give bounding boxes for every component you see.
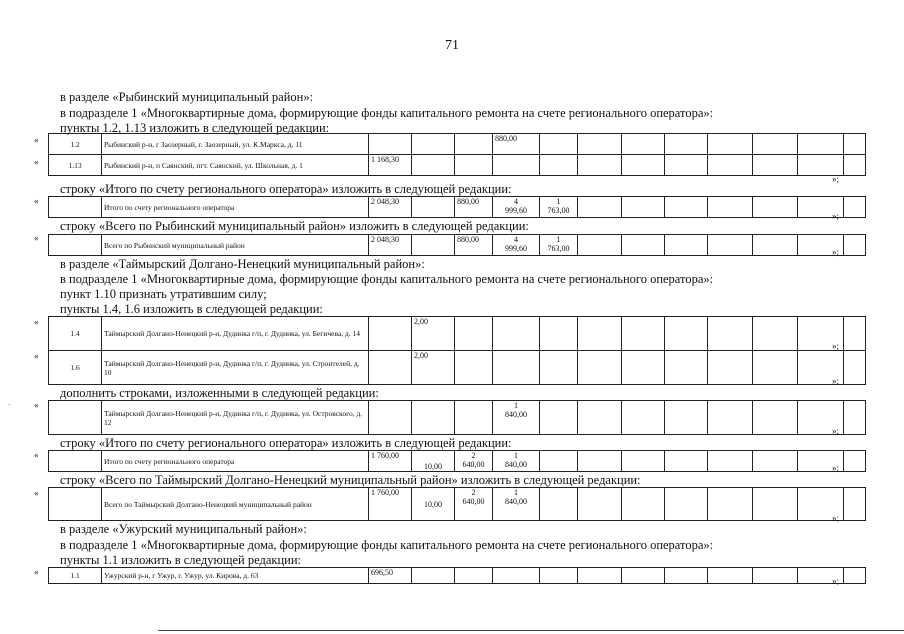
open-quote: «	[34, 450, 39, 460]
value-cell: 1 763,00	[540, 197, 578, 218]
address-cell: Таймырский Долгано-Ненецкий р-н, Дудинка г/п, г. Дудинка, ул. Строителей, д. 10	[102, 351, 369, 385]
address-cell: Рыбинский р-н, п Саянский, пгт. Саянский, ул. Школьная, д. 1	[102, 155, 369, 176]
open-quote: «	[34, 157, 39, 167]
page-number: 71	[445, 38, 459, 53]
table-row	[49, 235, 866, 256]
address-cell: Таймырский Долгано-Ненецкий р-н, Дудинка г/п, г. Дудинка, ул. Бегичева, д. 14	[102, 317, 369, 351]
table-row	[49, 451, 866, 472]
table-uzhur-rows	[48, 567, 866, 584]
close-quote: »;	[832, 247, 840, 257]
table-row	[49, 401, 866, 435]
instruction-text: пункты 1.1 изложить в следующей редакции:	[60, 553, 301, 567]
value-cell: 10,00	[412, 488, 455, 521]
section-heading-uzhur: в разделе «Ужурский муниципальный район»:	[60, 522, 307, 536]
table-rybinsky-rows	[48, 133, 866, 176]
value-cell: 1 760,00	[369, 451, 412, 472]
instruction-text: пункт 1.10 признать утратившим силу;	[60, 287, 267, 301]
value-cell: 10,00	[412, 451, 455, 472]
value-cell: 1 760,00	[369, 488, 412, 521]
address-cell: Ужурский р-н, г Ужур, г. Ужур, ул. Кирова, д. 63	[102, 568, 369, 584]
value-cell: 2 048,30	[369, 197, 412, 218]
row-number: 1.1	[49, 568, 102, 584]
open-quote: «	[34, 351, 39, 361]
table-rybinsky-itogo	[48, 196, 866, 218]
value-cell: 4 999,60	[493, 235, 540, 256]
row-number: 1.2	[49, 134, 102, 155]
table-row	[49, 488, 866, 521]
value-cell: 880,00	[455, 235, 493, 256]
open-quote: «	[34, 317, 39, 327]
open-quote: «	[34, 233, 39, 243]
close-quote: »;	[832, 576, 840, 586]
section-heading-rybinsky: в разделе «Рыбинский муниципальный район»:	[60, 90, 314, 104]
table-taymyr-rows	[48, 316, 866, 385]
subsection-heading: в подразделе 1 «Многоквартирные дома, формирующие фонды капитального ремонта на счете регионального оператора»:	[60, 538, 714, 552]
subsection-heading: в подразделе 1 «Многоквартирные дома, формирующие фонды капитального ремонта на счете регионального оператора»:	[60, 106, 714, 120]
table-row	[49, 197, 866, 218]
table-row	[49, 155, 866, 176]
close-quote: »;	[832, 376, 840, 386]
value-cell: 4 999,60	[493, 197, 540, 218]
table-row	[49, 317, 866, 351]
close-quote: »;	[832, 174, 840, 184]
open-quote: «	[34, 196, 39, 206]
value-cell: 1 840,00	[493, 451, 540, 472]
value-cell: 696,50	[369, 568, 412, 584]
value-cell: 2 048,30	[369, 235, 412, 256]
subsection-heading: в подразделе 1 «Многоквартирные дома, формирующие фонды капитального ремонта на счете регионального оператора»:	[60, 272, 714, 286]
close-quote: »;	[832, 341, 840, 351]
value-cell: 880,00	[493, 134, 540, 155]
table-row	[49, 568, 866, 584]
value-cell: 1 840,00	[493, 401, 540, 435]
value-cell: 2,00	[412, 317, 455, 351]
scan-mark: -	[8, 400, 11, 409]
value-cell: 2,00	[412, 351, 455, 385]
open-quote: «	[34, 567, 39, 577]
close-quote: »;	[832, 513, 840, 523]
table-taymyr-itogo	[48, 450, 866, 472]
open-quote: «	[34, 400, 39, 410]
value-cell: 880,00	[455, 197, 493, 218]
close-quote: »;	[832, 211, 840, 221]
value-cell: 2 640,00	[455, 451, 493, 472]
value-cell: 1 763,00	[540, 235, 578, 256]
instruction-text: строку «Всего по Рыбинский муниципальный район» изложить в следующей редакции:	[60, 219, 529, 233]
total-label: Итого по счету регионального оператора	[102, 451, 369, 472]
instruction-text: строку «Всего по Таймырский Долгано-Ненецкий муниципальный район» изложить в следующей редакции:	[60, 473, 641, 487]
total-label: Всего по Рыбинский муниципальный район	[102, 235, 369, 256]
instruction-text: пункты 1.4, 1.6 изложить в следующей редакции:	[60, 302, 323, 316]
open-quote: «	[34, 488, 39, 498]
close-quote: »;	[832, 463, 840, 473]
value-cell: 1 168,30	[369, 155, 412, 176]
instruction-text: дополнить строками, изложенными в следующей редакции:	[60, 386, 379, 400]
total-label: Итого по счету регионального оператора	[102, 197, 369, 218]
instruction-text: строку «Итого по счету регионального оператора» изложить в следующей редакции:	[60, 436, 512, 450]
bottom-rule	[158, 630, 904, 631]
instruction-text: строку «Итого по счету регионального оператора» изложить в следующей редакции:	[60, 182, 512, 196]
instruction-text: пункты 1.2, 1.13 изложить в следующей редакции:	[60, 121, 330, 135]
row-number: 1.13	[49, 155, 102, 176]
value-cell: 2 640,00	[455, 488, 493, 521]
table-taymyr-vsego	[48, 487, 866, 521]
address-cell: Рыбинский р-н, г Заозерный, г. Заозерный, ул. К.Маркса, д. 11	[102, 134, 369, 155]
total-label: Всего по Таймырский Долгано-Ненецкий муниципальный район	[102, 488, 369, 521]
table-taymyr-new-row	[48, 400, 866, 435]
address-cell: Таймырский Долгано-Ненецкий р-н, Дудинка г/п, г. Дудинка, ул. Островского, д. 12	[102, 401, 369, 435]
table-rybinsky-vsego	[48, 234, 866, 256]
close-quote: »;	[832, 426, 840, 436]
row-number: 1.6	[49, 351, 102, 385]
value-cell: 1 840,00	[493, 488, 540, 521]
section-heading-taymyr: в разделе «Таймырский Долгано-Ненецкий муниципальный район»:	[60, 257, 425, 271]
row-number: 1.4	[49, 317, 102, 351]
open-quote: «	[34, 135, 39, 145]
table-row	[49, 134, 866, 155]
table-row	[49, 351, 866, 385]
